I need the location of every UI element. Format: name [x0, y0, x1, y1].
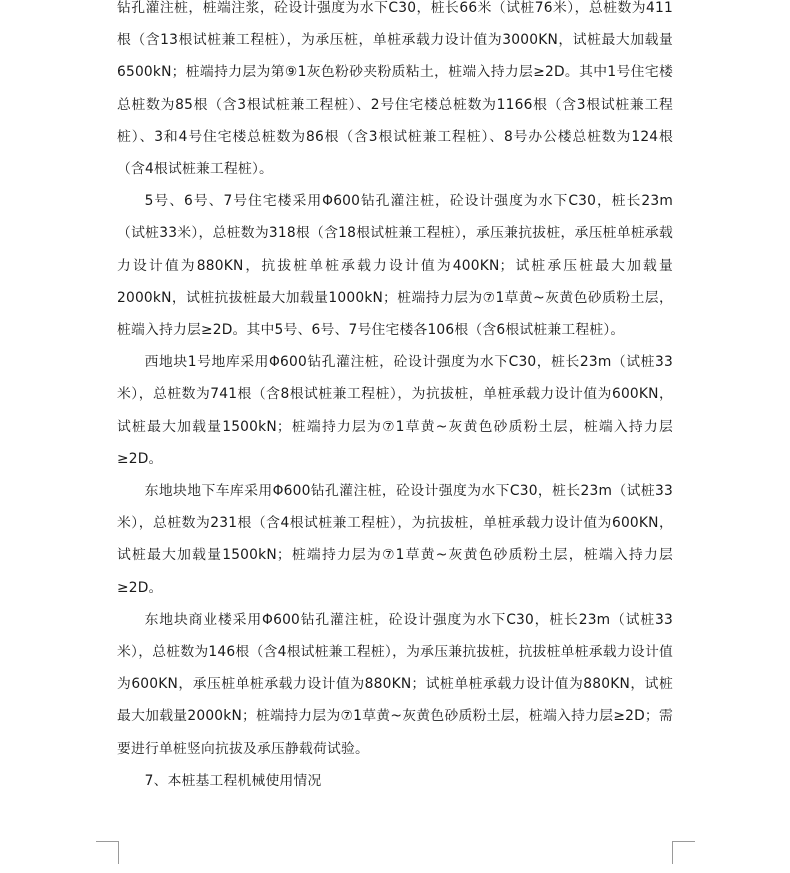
page-corner-mark-right [672, 841, 695, 864]
document-body [117, 0, 673, 797]
paragraph-east-commercial-piles: 东地块商业楼采用Φ600钻孔灌注桩，砼设计强度为水下C30，桩长23m（试桩33米），总桩数为146根（含4根试桩兼工程桩），为承压兼抗拔桩，抗拔桩单桩承载力设计值为600KN，承压桩单桩承载力设计值为880KN；试桩单桩承载力设计值为880KN，试桩最大加载量2000kN；桩端持力层为⑦1草黄~灰黄色砂质粉土层，桩端入持力层≥2D；需要进行单桩竖向抗拔及承压静载荷试验。 [117, 611, 673, 757]
paragraph-west-basement-piles: 西地块1号地库采用Φ600钻孔灌注桩，砼设计强度为水下C30，桩长23m（试桩33米），总桩数为741根（含8根试桩兼工程桩），为抗拔桩，单桩承载力设计值为600KN，试桩最大加载量1500kN；桩端持力层为⑦1草黄~灰黄色砂质粉土层，桩端入持力层≥2D。 [117, 354, 673, 467]
paragraph-east-garage-piles: 东地块地下车库采用Φ600钻孔灌注桩，砼设计强度为水下C30，桩长23m（试桩33米），总桩数为231根（含4根试桩兼工程桩），为抗拔桩，单桩承载力设计值为600KN，试桩最大加载量1500kN；桩端持力层为⑦1草黄~灰黄色砂质粉土层，桩端入持力层≥2D。 [117, 483, 673, 596]
paragraph-residential-5-6-7-piles: 5号、6号、7号住宅楼采用Φ600钻孔灌注桩，砼设计强度为水下C30，桩长23m（试桩33米），总桩数为318根（含18根试桩兼工程桩），承压兼抗拔桩，承压桩单桩承载力设计值为880KN，抗拔桩单桩承载力设计值为400KN；试桩承压桩最大加载量2000kN，试桩抗拔桩最大加载量1000kN；桩端持力层为⑦1草黄~灰黄色砂质粉土层，桩端入持力层≥2D。其中5号、6号、7号住宅楼各106根（含6根试桩兼工程桩）。 [117, 193, 673, 339]
page-corner-mark-left [96, 841, 119, 864]
paragraph-main-building-piles: 钻孔灌注桩，桩端注浆，砼设计强度为水下C30，桩长66米（试桩76米），总桩数为411根（含13根试桩兼工程桩），为承压桩，单桩承载力设计值为3000KN，试桩最大加载量6500kN；桩端持力层为第⑨1灰色粉砂夹粉质粘土，桩端入持力层≥2D。其中1号住宅楼总桩数为85根（含3根试桩兼工程桩）、2号住宅楼总桩数为1166根（含3根试桩兼工程桩）、3和4号住宅楼总桩数为86根（含3根试桩兼工程桩）、8号办公楼总桩数为124根（含4根试桩兼工程桩）。 [117, 0, 673, 178]
section-heading-machinery: 7、本桩基工程机械使用情况 [144, 772, 322, 789]
